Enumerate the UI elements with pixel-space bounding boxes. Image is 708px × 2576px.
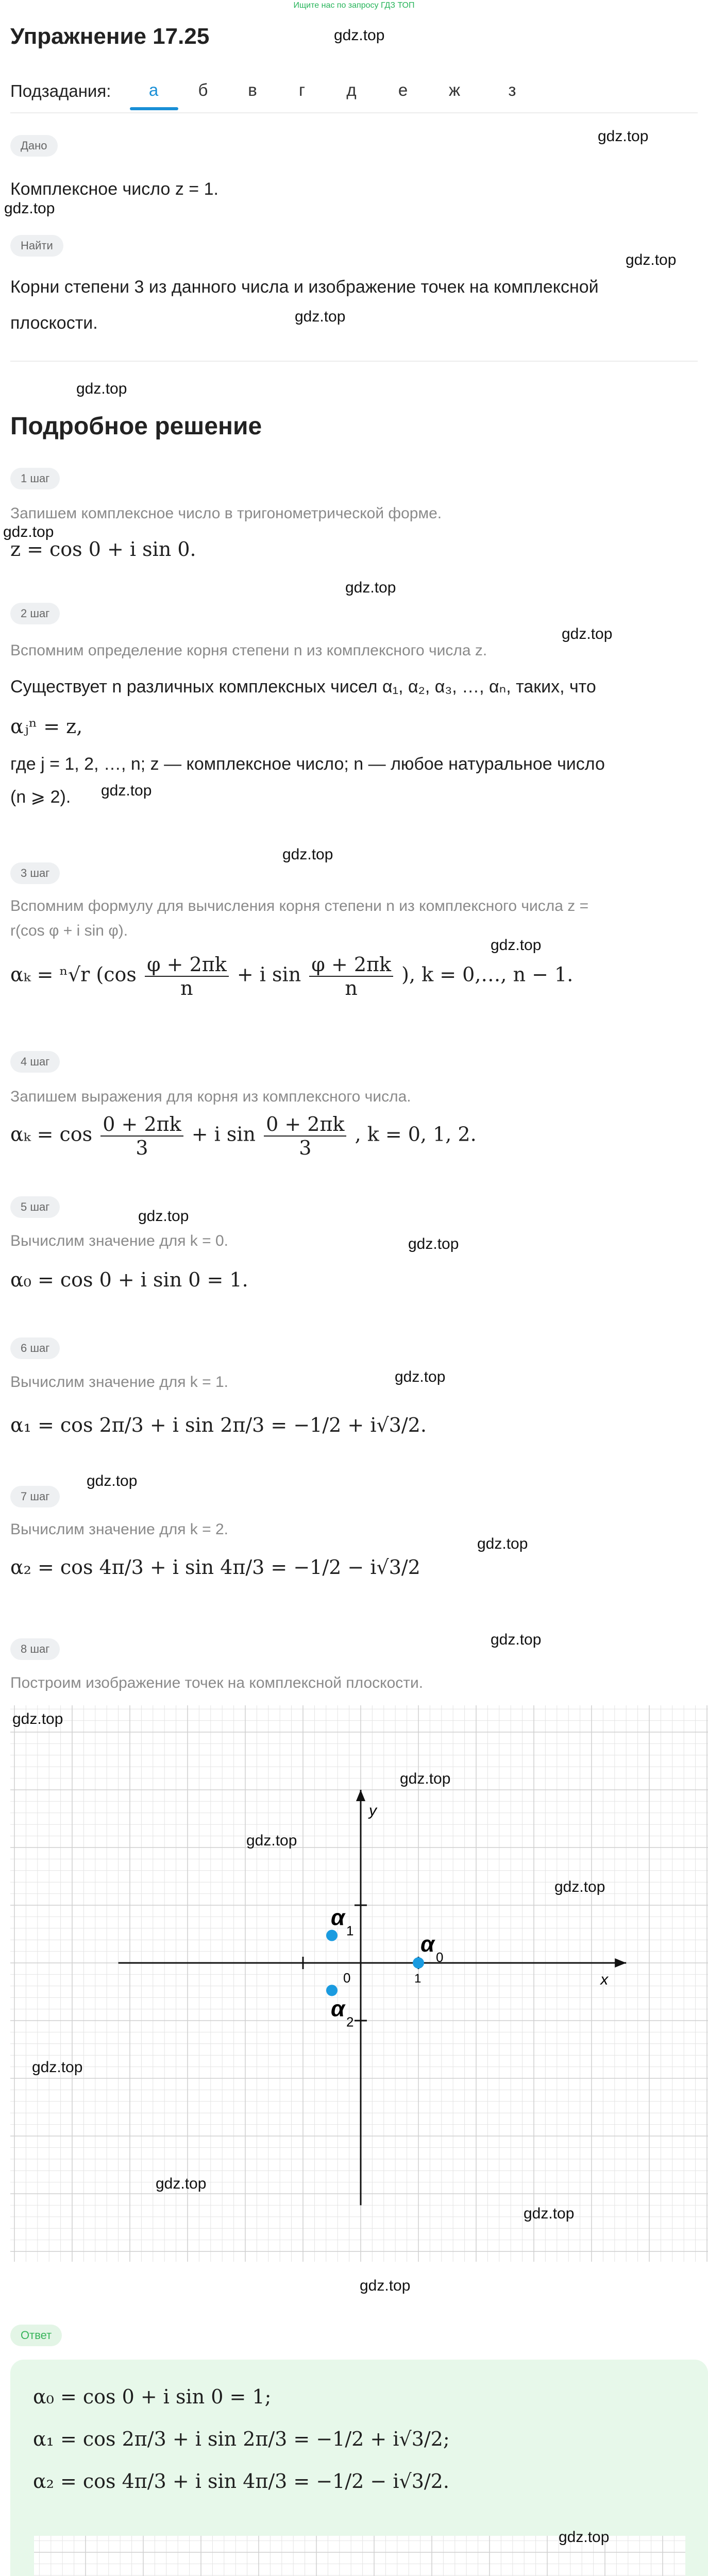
answer-line-2: α₁ = cos 2π/3 + i sin 2π/3 = −1/2 + i√3/2; — [33, 2428, 450, 2450]
numerator: 0 + 2πk — [264, 1113, 346, 1137]
step-6-formula: α₁ = cos 2π/3 + i sin 2π/3 = −1/2 + i√3/2. — [10, 1414, 427, 1436]
x-axis-label: x — [600, 1971, 609, 1988]
solution-title: Подробное решение — [10, 413, 262, 440]
divider — [10, 361, 698, 362]
point-label: α — [331, 1905, 345, 1930]
formula-part: ), k = 0,…, n − 1. — [401, 963, 574, 986]
step-1-badge: 1 шаг — [10, 468, 60, 489]
step-3-badge: 3 шаг — [10, 862, 60, 884]
watermark: gdz.top — [562, 625, 613, 642]
find-text-line2: плоскости. — [10, 313, 98, 333]
watermark: gdz.top — [408, 1235, 459, 1252]
tab-e[interactable]: е — [398, 80, 408, 99]
step-3-desc-line2: r(cos φ + i sin φ). — [10, 922, 128, 939]
watermark: gdz.top — [32, 2059, 83, 2076]
watermark: gdz.top — [360, 2277, 411, 2294]
watermark: gdz.top — [138, 1208, 189, 1225]
tab-a[interactable]: а — [148, 80, 159, 99]
denominator: n — [180, 977, 193, 999]
denominator: n — [345, 977, 358, 999]
step-3-desc-line1: Вспомним формулу для вычисления корня степени n из комплексного числа z = — [10, 897, 589, 914]
fraction — [264, 1113, 346, 1159]
step-2-text-line1: Существует n различных комплексных чисел α₁, α₂, α₃, …, αₙ, таких, что — [10, 677, 596, 697]
step-5-badge: 5 шаг — [10, 1196, 60, 1218]
step-2-desc: Вспомним определение корня степени n из комплексного числа z. — [10, 642, 487, 659]
numerator: 0 + 2πk — [100, 1113, 183, 1137]
step-5-desc: Вычислим значение для k = 0. — [10, 1232, 228, 1249]
active-tab-indicator — [130, 107, 178, 110]
point-label-sub: 1 — [346, 1923, 354, 1939]
watermark: gdz.top — [400, 1770, 451, 1787]
tab-d[interactable]: д — [346, 80, 357, 99]
step-8-badge: 8 шаг — [10, 1638, 60, 1660]
watermark: gdz.top — [246, 1832, 297, 1849]
find-text-line1: Корни степени 3 из данного числа и изображение точек на комплексной — [10, 277, 599, 297]
find-badge: Найти — [10, 235, 63, 257]
tab-z[interactable]: з — [508, 80, 516, 99]
complex-plane-plot — [10, 1705, 708, 2262]
watermark: gdz.top — [345, 579, 396, 596]
watermark: gdz.top — [559, 2529, 610, 2546]
step-3-formula — [10, 953, 573, 999]
step-4-desc: Запишем выражения для корня из комплексного числа. — [10, 1088, 411, 1105]
given-text: Комплексное число z = 1. — [10, 179, 218, 199]
answer-line-3: α₂ = cos 4π/3 + i sin 4π/3 = −1/2 − i√3/2. — [33, 2470, 449, 2493]
watermark: gdz.top — [334, 27, 385, 44]
denominator: 3 — [299, 1137, 312, 1159]
step-6-desc: Вычислим значение для k = 1. — [10, 1374, 228, 1391]
step-4-formula — [10, 1113, 477, 1159]
step-6-badge: 6 шаг — [10, 1337, 60, 1359]
given-badge: Дано — [10, 135, 58, 157]
tab-b[interactable]: б — [198, 80, 208, 99]
watermark: gdz.top — [395, 1368, 446, 1385]
step-2-text-line2: где j = 1, 2, …, n; z — комплексное число; n — любое натуральное число — [10, 754, 605, 774]
y-axis-label: y — [369, 1802, 377, 1819]
formula-part: αₖ = ⁿ√r (cos — [10, 963, 137, 986]
watermark: gdz.top — [156, 2175, 207, 2192]
step-7-badge: 7 шаг — [10, 1486, 60, 1507]
answer-badge: Ответ — [10, 2325, 62, 2346]
step-1-desc: Запишем комплексное число в тригонометрической форме. — [10, 505, 442, 522]
formula-part: + i sin — [191, 1123, 256, 1146]
step-5-formula: α₀ = cos 0 + i sin 0 = 1. — [10, 1268, 248, 1291]
watermark: gdz.top — [101, 782, 152, 799]
watermark: gdz.top — [477, 1535, 528, 1552]
tick-label: 1 — [414, 1972, 422, 1986]
numerator: φ + 2πk — [309, 953, 393, 977]
fraction — [100, 1113, 183, 1159]
step-7-formula: α₂ = cos 4π/3 + i sin 4π/3 = −1/2 − i√3/2 — [10, 1556, 420, 1579]
step-2-formula: αⱼⁿ = z, — [10, 715, 83, 738]
formula-part: , k = 0, 1, 2. — [355, 1123, 477, 1146]
step-7-desc: Вычислим значение для k = 2. — [10, 1521, 228, 1538]
watermark: gdz.top — [524, 2205, 575, 2222]
tab-zh[interactable]: ж — [448, 80, 461, 99]
origin-label: 0 — [343, 1970, 351, 1986]
watermark: gdz.top — [12, 1710, 63, 1727]
top-note: Ищите нас по запросу ГДЗ ТОП — [293, 1, 415, 10]
point-label: α — [331, 1996, 345, 2022]
fraction — [309, 953, 393, 999]
step-8-desc: Построим изображение точек на комплексной плоскости. — [10, 1674, 424, 1691]
fraction — [145, 953, 229, 999]
watermark: gdz.top — [282, 846, 333, 863]
point-alpha-2 — [326, 1985, 338, 1996]
point-label-sub: 0 — [436, 1950, 444, 1965]
watermark: gdz.top — [295, 308, 346, 325]
step-1-formula: z = cos 0 + i sin 0. — [10, 538, 196, 561]
divider — [10, 112, 698, 113]
tab-g[interactable]: г — [298, 80, 306, 99]
watermark: gdz.top — [4, 200, 55, 217]
formula-part: αₖ = cos — [10, 1123, 93, 1146]
numerator: φ + 2πk — [145, 953, 229, 977]
tab-v[interactable]: в — [248, 80, 257, 99]
watermark: gdz.top — [491, 937, 542, 954]
point-alpha-1 — [326, 1930, 338, 1941]
watermark: gdz.top — [598, 128, 649, 145]
step-2-text-line3: (n ⩾ 2). — [10, 787, 71, 807]
watermark: gdz.top — [626, 251, 677, 268]
watermark: gdz.top — [3, 523, 54, 540]
watermark: gdz.top — [554, 1878, 605, 1895]
watermark: gdz.top — [76, 380, 127, 397]
answer-line-1: α₀ = cos 0 + i sin 0 = 1; — [33, 2385, 272, 2408]
watermark: gdz.top — [491, 1631, 542, 1648]
subtasks-label: Подзадания: — [10, 81, 111, 100]
formula-part: + i sin — [237, 963, 301, 986]
point-alpha-0 — [413, 1957, 424, 1969]
point-label: α — [420, 1931, 435, 1957]
watermark: gdz.top — [87, 1472, 138, 1489]
page-title: Упражнение 17.25 — [10, 24, 210, 49]
step-2-badge: 2 шаг — [10, 603, 60, 624]
step-4-badge: 4 шаг — [10, 1051, 60, 1073]
denominator: 3 — [136, 1137, 148, 1159]
point-label-sub: 2 — [346, 2014, 354, 2030]
